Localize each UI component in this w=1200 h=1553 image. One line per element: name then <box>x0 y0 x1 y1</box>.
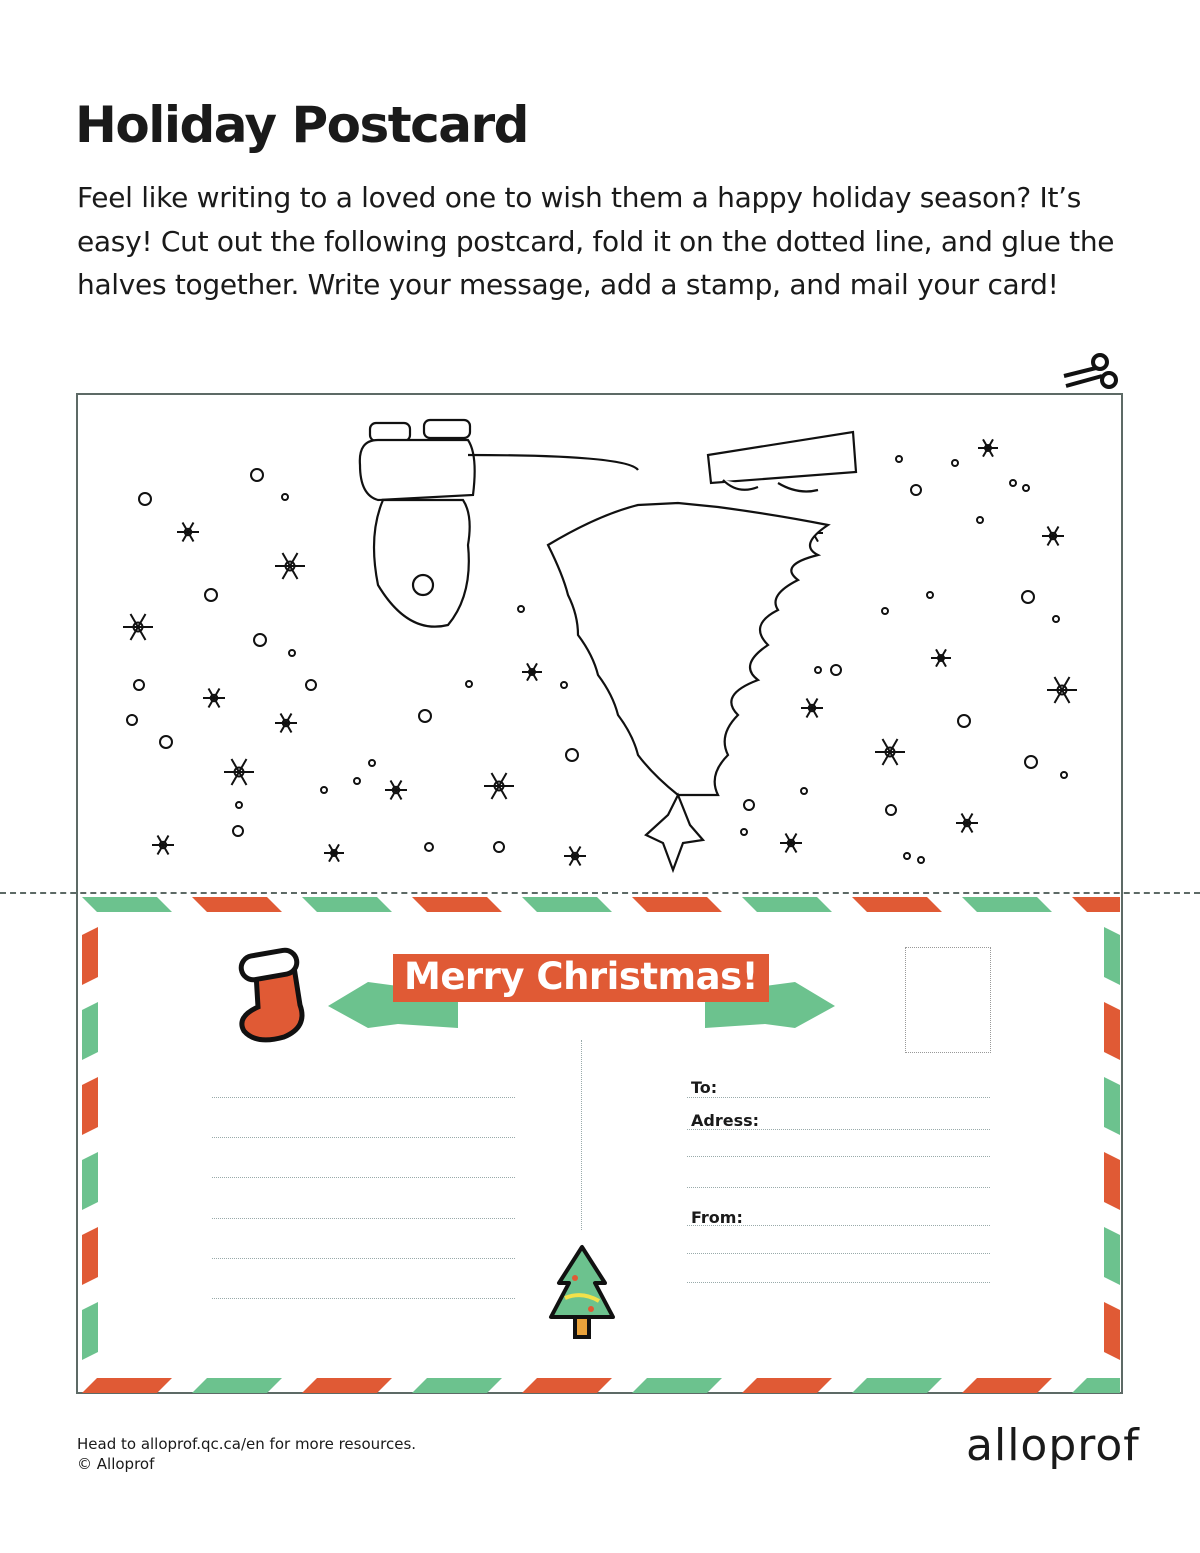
message-line[interactable] <box>212 1137 515 1138</box>
snow-dot <box>927 592 933 598</box>
snow-dot <box>831 665 841 675</box>
airmail-stripe <box>82 1077 98 1135</box>
snowflake-icon <box>1047 677 1077 703</box>
airmail-stripe <box>1104 1302 1120 1360</box>
from-line[interactable] <box>687 1253 990 1254</box>
snowflake-icon <box>152 835 174 854</box>
snow-dot <box>282 494 288 500</box>
airmail-stripe <box>852 1378 942 1393</box>
airmail-stripe <box>1104 927 1120 985</box>
airmail-stripe <box>82 1002 98 1060</box>
intro-paragraph: Feel like writing to a loved one to wish them a happy holiday season? It’s easy! Cut out the following postcard, fold it on the dotted line, and glue the halves together. Write your message, add a stamp, and mail your card! <box>77 181 1115 301</box>
message-line[interactable] <box>212 1218 515 1219</box>
from-label: From: <box>691 1208 743 1227</box>
scissors-icon <box>1062 350 1120 396</box>
airmail-stripe <box>192 1378 282 1393</box>
airmail-stripe <box>742 1378 832 1393</box>
coloring-illustration <box>78 395 1121 890</box>
snowflake-icon <box>385 780 407 799</box>
snow-dot <box>1061 772 1067 778</box>
snow-dot <box>306 680 316 690</box>
snow-dot <box>1053 616 1059 622</box>
upside-down-tree-drawing <box>548 432 856 870</box>
snow-dot <box>1025 756 1037 768</box>
snow-dot <box>952 460 958 466</box>
stocking-icon <box>236 945 312 1049</box>
merry-christmas-banner: Merry Christmas! <box>393 954 769 1002</box>
message-line[interactable] <box>212 1177 515 1178</box>
airmail-stripe <box>742 897 832 912</box>
airmail-stripe <box>82 1152 98 1210</box>
footer <box>77 1434 416 1474</box>
snow-dot <box>911 485 921 495</box>
snow-dot <box>419 710 431 722</box>
snow-dot <box>801 788 807 794</box>
airmail-stripe <box>82 1378 172 1393</box>
snow-dot <box>254 634 266 646</box>
snow-dot <box>1010 480 1016 486</box>
airmail-stripe <box>1104 1227 1120 1285</box>
snow-dot <box>354 778 360 784</box>
snowflake-icon <box>875 739 905 765</box>
stamp-box[interactable] <box>905 947 991 1053</box>
snow-dot <box>977 517 983 523</box>
snow-dot <box>425 843 433 851</box>
message-line[interactable] <box>212 1258 515 1259</box>
snow-dot <box>139 493 151 505</box>
message-line[interactable] <box>212 1298 515 1299</box>
snowflake-icon <box>801 698 823 717</box>
airmail-stripe <box>1072 897 1120 912</box>
snow-dot <box>251 469 263 481</box>
airmail-stripe <box>632 1378 722 1393</box>
airmail-stripe <box>962 1378 1052 1393</box>
from-line[interactable] <box>687 1225 990 1226</box>
snow-dot <box>127 715 137 725</box>
footer-resources-text: Head to alloprof.qc.ca/en for more resources. <box>77 1435 417 1453</box>
snow-dot <box>321 787 327 793</box>
snow-dot <box>815 667 821 673</box>
snowflake-icon <box>275 713 297 732</box>
snowflake-icon <box>275 553 305 579</box>
airmail-stripe <box>302 1378 392 1393</box>
airmail-stripe <box>852 897 942 912</box>
page-title: Holiday Postcard <box>75 96 528 154</box>
snowflake-icon <box>931 649 951 666</box>
snowflake-icon <box>484 773 514 799</box>
snowflake-icon <box>780 833 802 852</box>
snow-dot <box>566 749 578 761</box>
airmail-stripe <box>82 1227 98 1285</box>
snowflake-icon <box>123 614 153 640</box>
message-line[interactable] <box>212 1097 515 1098</box>
airmail-stripe <box>412 897 502 912</box>
snow-dot <box>918 857 924 863</box>
snowflake-icon <box>203 688 225 707</box>
airmail-stripe <box>412 1378 502 1393</box>
snow-dot <box>494 842 504 852</box>
snowflake-icon <box>978 439 998 456</box>
snow-dot <box>886 805 896 815</box>
snow-dot <box>1023 485 1029 491</box>
address-line[interactable] <box>687 1187 990 1188</box>
airmail-stripe <box>82 1302 98 1360</box>
snow-dot <box>882 608 888 614</box>
snowflake-icon <box>324 844 344 861</box>
snow-dot <box>561 682 567 688</box>
snowflake-icon <box>177 522 199 541</box>
airmail-stripe <box>522 1378 612 1393</box>
snow-dot <box>236 802 242 808</box>
to-label: To: <box>691 1078 718 1097</box>
snowflake-icon <box>1042 526 1064 545</box>
airmail-stripe <box>82 897 172 912</box>
christmas-tree-icon <box>547 1243 617 1347</box>
from-line[interactable] <box>687 1282 990 1283</box>
snow-dot <box>369 760 375 766</box>
address-line[interactable] <box>687 1129 990 1130</box>
snow-dot <box>205 589 217 601</box>
snow-dot <box>518 606 524 612</box>
snow-dot <box>896 456 902 462</box>
snow-dot <box>134 680 144 690</box>
card-divider <box>581 1040 582 1230</box>
airmail-stripe <box>632 897 722 912</box>
snowflake-icon <box>224 759 254 785</box>
address-line[interactable] <box>687 1156 990 1157</box>
snow-dot <box>466 681 472 687</box>
airmail-stripe <box>1072 1378 1120 1393</box>
fold-line <box>0 892 1200 894</box>
snow-dot <box>744 800 754 810</box>
airmail-stripe <box>302 897 392 912</box>
airmail-stripe <box>82 927 98 985</box>
airmail-stripe <box>192 897 282 912</box>
snow-dot <box>958 715 970 727</box>
airmail-stripe <box>1104 1152 1120 1210</box>
airmail-stripe <box>522 897 612 912</box>
snow-dot <box>289 650 295 656</box>
snowflake-icon <box>522 663 542 680</box>
airmail-stripe <box>1104 1002 1120 1060</box>
snow-dot <box>160 736 172 748</box>
snowflake-icon <box>564 846 586 865</box>
airmail-stripe <box>962 897 1052 912</box>
footer-copyright: © Alloprof <box>77 1455 155 1473</box>
snow-dot <box>1022 591 1034 603</box>
alloprof-logo: alloprof <box>966 1420 1140 1471</box>
snow-dot <box>741 829 747 835</box>
airmail-stripe <box>1104 1077 1120 1135</box>
snowflake-icon <box>956 813 978 832</box>
address-label: Adress: <box>691 1111 760 1130</box>
snow-dot <box>904 853 910 859</box>
snow-dot <box>233 826 243 836</box>
to-line[interactable] <box>687 1097 990 1098</box>
